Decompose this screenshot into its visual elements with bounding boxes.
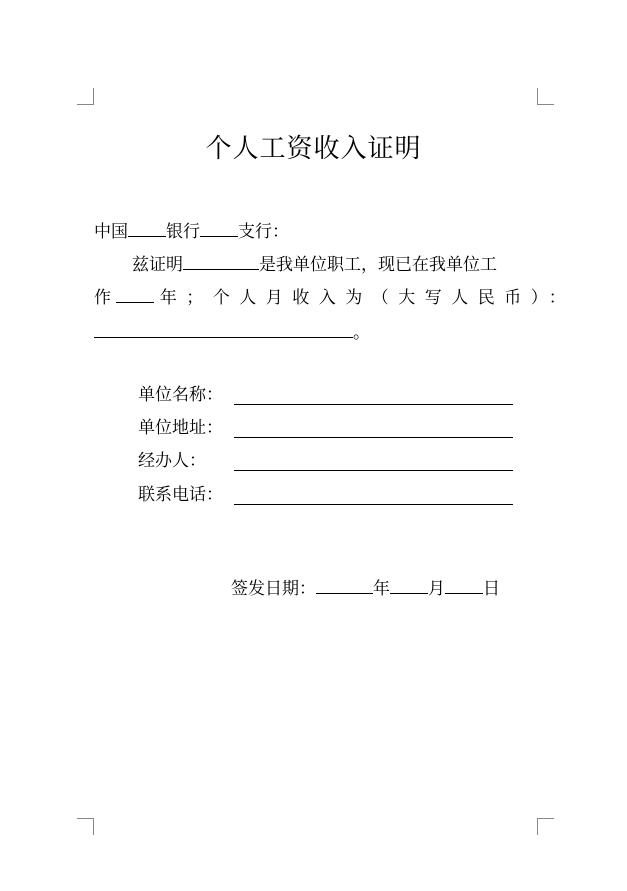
branch-blank[interactable] [200,219,238,237]
field-label-unit-address: 单位地址： [138,418,223,438]
unit-address-blank[interactable] [234,437,513,438]
body-line-1 [132,252,497,276]
years-blank[interactable] [116,285,154,303]
year-blank[interactable] [316,576,373,594]
body-text: 作 [94,288,111,308]
day-label: 日 [483,579,500,599]
crop-mark-top-right [537,88,554,105]
greeting-line [94,219,289,243]
year-label: 年 [373,579,390,599]
income-amount-blank[interactable] [94,320,353,338]
date-label: 签发日期： [231,579,316,599]
month-label: 月 [428,579,445,599]
crop-mark-bottom-left [77,818,94,835]
phone-blank[interactable] [234,504,513,505]
crop-mark-top-left [77,88,94,105]
body-text: 兹证明 [132,255,183,275]
unit-name-blank[interactable] [234,404,513,405]
field-label-unit-name: 单位名称： [138,385,223,405]
handler-blank[interactable] [234,470,513,471]
body-text: 。 [353,323,370,343]
field-label-handler: 经办人： [138,451,206,471]
document-title: 个人工资收入证明 [205,134,422,164]
bank-blank[interactable] [128,219,166,237]
month-blank[interactable] [390,576,428,594]
body-line-2 [94,285,575,309]
greeting-text: 银行 [166,222,200,242]
greeting-text: 中国 [94,222,128,242]
issue-date-line [231,576,500,600]
body-text: 是我单位职工，现已在我单位工 [259,255,497,275]
employee-name-blank[interactable] [183,252,259,270]
body-text: 年；个人月收入为（大写人民币）： [159,288,576,308]
body-line-3 [94,320,370,344]
field-label-phone: 联系电话： [138,485,223,505]
greeting-text: 支行： [238,222,289,242]
crop-mark-bottom-right [537,818,554,835]
day-blank[interactable] [445,576,483,594]
